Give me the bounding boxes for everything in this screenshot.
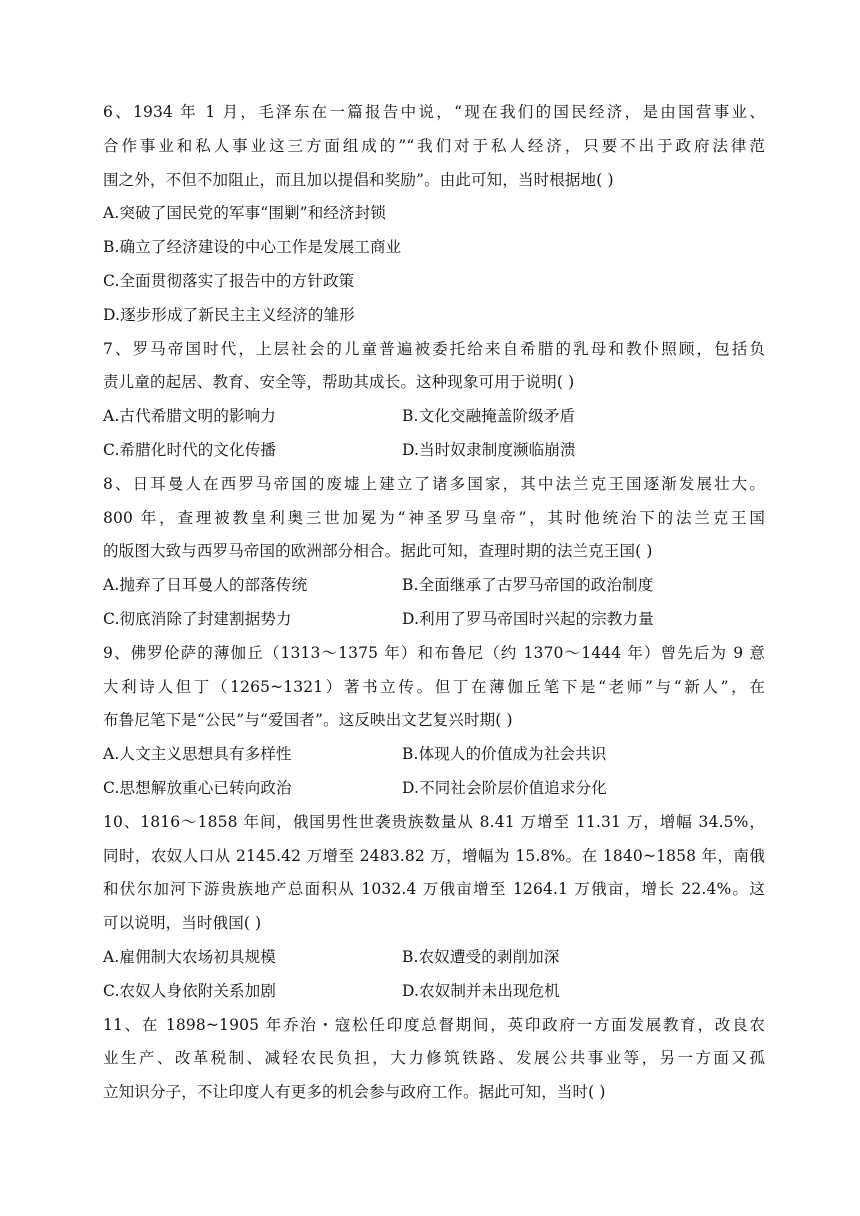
- option-c: C.思想解放重心已转向政治: [103, 778, 292, 797]
- question-8: [103, 468, 765, 637]
- option-a: A.突破了国民党的军事“围剿”和经济封锁: [103, 204, 386, 223]
- question-stem-line: 800 年，查理被教皇利奥三世加冕为“神圣罗马皇帝”，其时他统治下的法兰克王国: [103, 508, 765, 527]
- question-list: [103, 96, 765, 1110]
- option-row: [103, 603, 765, 637]
- option-a: A.雇佣制大农场初具规模: [103, 947, 276, 966]
- option-b: B.文化交融掩盖阶级矛盾: [402, 407, 576, 426]
- option-d: D.农奴制并未出现危机: [402, 981, 560, 1000]
- option-a: A.古代希腊文明的影响力: [103, 407, 276, 426]
- option-c: C.彻底消除了封建割据势力: [103, 609, 292, 628]
- question-stem-line: 的版图大致与西罗马帝国的欧洲部分相合。据此可知，查理时期的法兰克王国( ): [103, 542, 653, 561]
- option-row: [103, 434, 765, 468]
- question-stem-line: 和伏尔加河下游贵族地产总面积从 1032.4 万俄亩增至 1264.1 万俄亩，增长 22.4%。这: [103, 880, 765, 899]
- question-stem-line: 布鲁尼笔下是“公民”与“爱国者”。这反映出文艺复兴时期( ): [103, 711, 513, 730]
- option-c: C.希腊化时代的文化传播: [103, 440, 277, 459]
- question-stem-line: 10、1816～1858 年间，俄国男性世袭贵族数量从 8.41 万增至 11.31 万，增幅 34.5%，: [103, 812, 765, 831]
- option-row: [103, 975, 765, 1009]
- question-10: [103, 806, 765, 1009]
- question-stem-line: 大利诗人但丁（1265~1321）著书立传。但丁在薄伽丘笔下是“老师”与“新人”，在: [103, 677, 765, 696]
- question-stem-line: 合作事业和私人事业这三方面组成的”“我们对于私人经济，只要不出于政府法律范: [103, 136, 765, 155]
- option-row: [103, 738, 765, 772]
- option-d: D.当时奴隶制度濒临崩溃: [402, 440, 576, 459]
- question-stem-line: 可以说明，当时俄国( ): [103, 914, 262, 933]
- option-b: B.全面继承了古罗马帝国的政治制度: [402, 576, 654, 595]
- question-stem-line: 6、1934 年 1 月，毛泽东在一篇报告中说，“现在我们的国民经济，是由国营事业、: [103, 103, 765, 121]
- option-row: [103, 772, 765, 806]
- question-9: [103, 637, 765, 806]
- option-a: A.抛弃了日耳曼人的部落传统: [103, 576, 308, 595]
- option-d: D.不同社会阶层价值追求分化: [402, 778, 607, 797]
- question-stem-line: 9、佛罗伦萨的薄伽丘（1313～1375 年）和布鲁尼（约 1370～1444 年）曾先后为 9 意: [103, 643, 765, 662]
- question-stem-line: 8、日耳曼人在西罗马帝国的废墟上建立了诸多国家，其中法兰克王国逐渐发展壮大。: [103, 474, 765, 493]
- option-d: D.利用了罗马帝国时兴起的宗教力量: [402, 609, 654, 628]
- option-row: [103, 400, 765, 434]
- option-a: A.人文主义思想具有多样性: [103, 745, 292, 764]
- option-c: C.农奴人身依附关系加剧: [103, 981, 277, 1000]
- option-b: B.农奴遭受的剥削加深: [402, 947, 560, 966]
- question-stem-line: 同时，农奴人口从 2145.42 万增至 2483.82 万，增幅为 15.8%。在 1840~1858 年，南俄: [103, 846, 765, 865]
- option-c: C.全面贯彻落实了报告中的方针政策: [103, 271, 355, 290]
- question-stem-line: 围之外，不但不加阻止，而且加以提倡和奖励”。由此可知，当时根据地( ): [103, 170, 614, 189]
- question-stem-line: 责儿童的起居、教育、安全等，帮助其成长。这种现象可用于说明( ): [103, 373, 575, 392]
- question-7: [103, 333, 765, 468]
- option-b: B.体现人的价值成为社会共识: [402, 745, 607, 764]
- option-b: B.确立了经济建设的中心工作是发展工商业: [103, 238, 402, 257]
- option-d: D.逐步形成了新民主主义经济的雏形: [103, 305, 355, 324]
- question-stem-line: 业生产、改革税制、减轻农民负担，大力修筑铁路、发展公共事业等，另一方面又孤: [103, 1049, 765, 1068]
- question-stem-line: 11、在 1898~1905 年乔治・寇松任印度总督期间，英印政府一方面发展教育，改良农: [103, 1015, 765, 1034]
- question-11: [103, 1009, 765, 1110]
- question-stem-line: 7、罗马帝国时代，上层社会的儿童普遍被委托给来自希腊的乳母和教仆照顾，包括负: [103, 339, 765, 358]
- question-stem-line: 立知识分子，不让印度人有更多的机会参与政府工作。据此可知，当时( ): [103, 1083, 606, 1102]
- option-row: [103, 941, 765, 975]
- question-6: [103, 96, 765, 333]
- option-row: [103, 569, 765, 603]
